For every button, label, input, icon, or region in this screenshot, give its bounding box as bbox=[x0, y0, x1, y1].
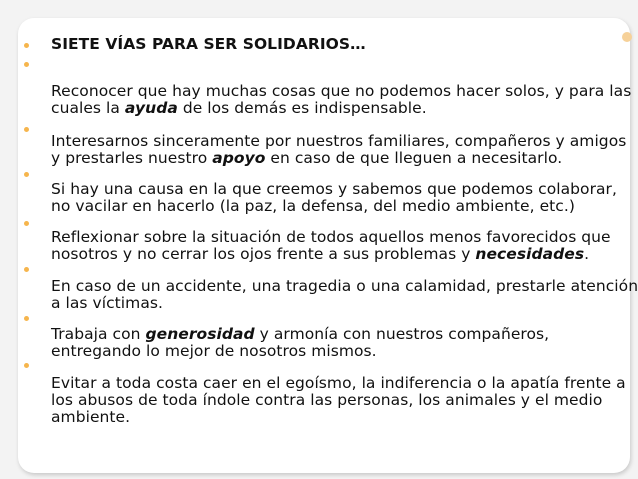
paragraph-line bbox=[51, 392, 602, 409]
emphasis-text: necesidades bbox=[475, 245, 585, 263]
text-segment: En caso de un accidente, una tragedia o una calamidad, prestarle atención bbox=[51, 277, 638, 295]
paragraph-line bbox=[51, 409, 130, 426]
emphasis-text: ayuda bbox=[124, 99, 178, 117]
text-segment: Trabaja con bbox=[51, 325, 146, 343]
paragraph-line bbox=[51, 198, 575, 215]
text-segment: . bbox=[584, 245, 590, 263]
bullet-icon bbox=[24, 62, 29, 67]
text-segment: los abusos de toda índole contra las personas, los animales y el medio bbox=[51, 391, 603, 409]
text-segment: Evitar a toda costa caer en el egoísmo, la indiferencia o la apatía frente a bbox=[51, 374, 626, 392]
paragraph-line bbox=[51, 326, 549, 343]
slide-title: SIETE VÍAS PARA SER SOLIDARIOS… bbox=[51, 35, 366, 53]
slide-corner-dot bbox=[622, 32, 632, 42]
emphasis-text: generosidad bbox=[145, 325, 255, 343]
text-segment: a las víctimas. bbox=[51, 294, 163, 312]
paragraph-line bbox=[51, 181, 617, 198]
paragraph-line bbox=[51, 100, 427, 117]
bullet-icon bbox=[24, 43, 29, 48]
text-segment: y armonía con nuestros compañeros, bbox=[254, 325, 550, 343]
text-segment: Reconocer que hay muchas cosas que no podemos hacer solos, y para las bbox=[51, 82, 632, 100]
text-segment: nosotros y no cerrar los ojos frente a sus problemas y bbox=[51, 245, 476, 263]
text-segment: no vacilar en hacerlo (la paz, la defensa, del medio ambiente, etc.) bbox=[51, 197, 575, 215]
emphasis-text: apoyo bbox=[212, 149, 266, 167]
paragraph-line bbox=[51, 133, 626, 150]
paragraph-line bbox=[51, 150, 562, 167]
text-segment: en caso de que lleguen a necesitarlo. bbox=[265, 149, 563, 167]
text-segment: cuales la bbox=[51, 99, 125, 117]
paragraph-line bbox=[51, 278, 638, 295]
paragraph-line bbox=[51, 375, 626, 392]
text-segment: Si hay una causa en la que creemos y sabemos que podemos colaborar, bbox=[51, 180, 617, 198]
text-segment: de los demás es indispensable. bbox=[177, 99, 427, 117]
paragraph-line bbox=[51, 343, 377, 360]
text-segment: y prestarles nuestro bbox=[51, 149, 213, 167]
bullet-icon bbox=[24, 172, 29, 177]
text-segment: Interesarnos sinceramente por nuestros familiares, compañeros y amigos bbox=[51, 132, 627, 150]
paragraph-line bbox=[51, 229, 611, 246]
bullet-icon bbox=[24, 363, 29, 368]
bullet-icon bbox=[24, 316, 29, 321]
text-segment: entregando lo mejor de nosotros mismos. bbox=[51, 342, 377, 360]
slide-card bbox=[18, 18, 638, 473]
bullet-icon bbox=[24, 221, 29, 226]
paragraph-line bbox=[51, 295, 163, 312]
paragraph-line bbox=[51, 83, 631, 100]
paragraph-line bbox=[51, 246, 589, 263]
bullet-icon bbox=[24, 267, 29, 272]
text-segment: Reflexionar sobre la situación de todos aquellos menos favorecidos que bbox=[51, 228, 611, 246]
bullet-icon bbox=[24, 127, 29, 132]
text-segment: ambiente. bbox=[51, 408, 131, 426]
